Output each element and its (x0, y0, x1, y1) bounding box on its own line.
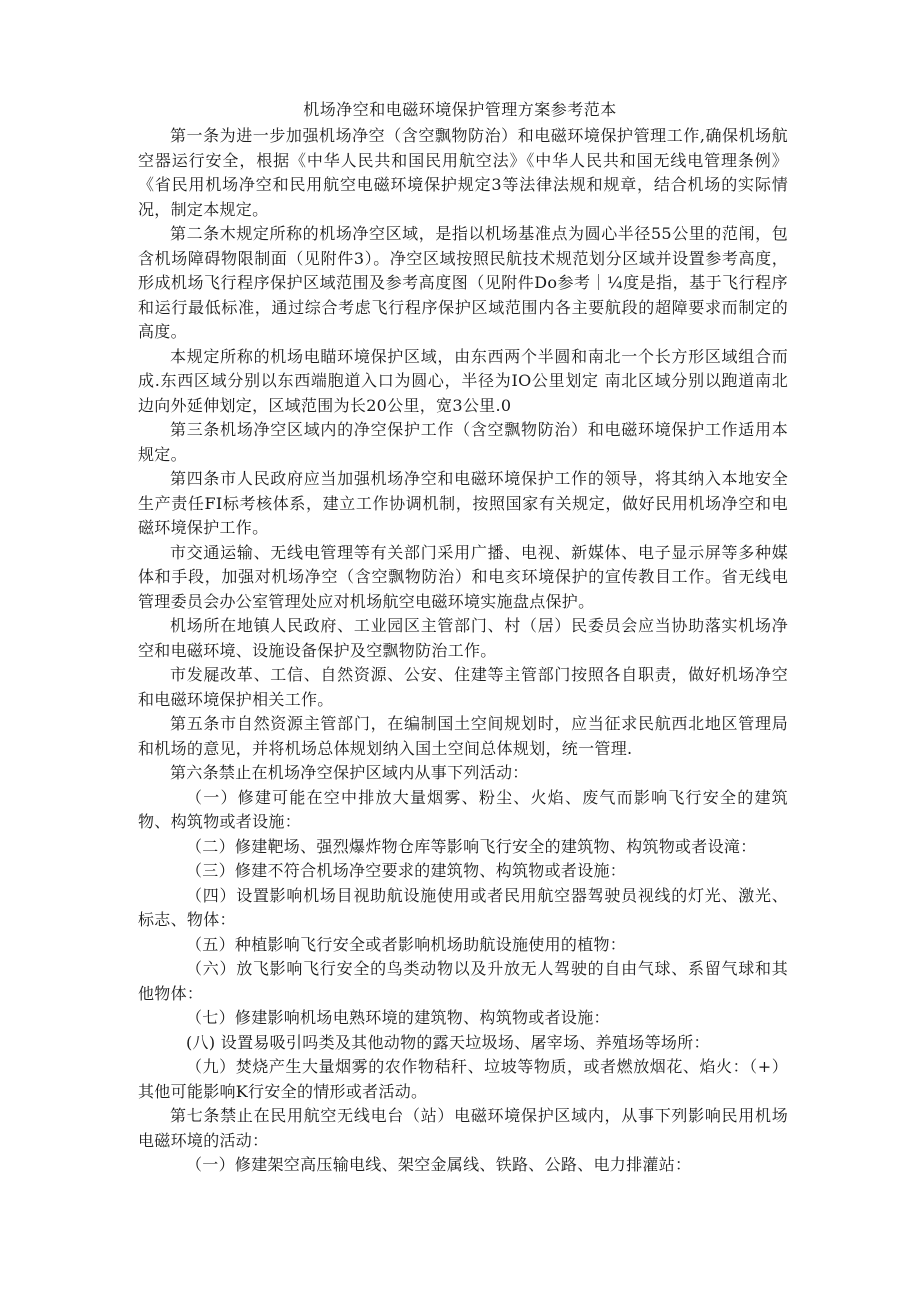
paragraph: 第二条木规定所称的机场净空区域，是指以机场基准点为圆心半径55公里的范闱，包含机场障碍物限制面（见附件3）。净空区域按照民航技术规范划分区域并设置参考高度，形成机场飞行程序保护区域范围及参考高度图（见附件Do参考｜¼度是指，基于飞行程序和运行最低标准，通过综合考虑飞行程序保护区域范围内各主要航段的超障要求而制定的高度。 (138, 224, 788, 341)
paragraph: 本规定所称的机场电瞄环境保护区域，由东西两个半圆和南北一个长方形区域组合而成.东西区域分别以东西端胞道入口为圆心，半径为IO公里划定 南北区域分别以跑道南北边向外延伸划定，区域范围为长20公里，宽3公里.0 (138, 346, 788, 415)
document-body (138, 124, 788, 1178)
paragraph: 第五条市自然资源主管部门，在编制国土空间规划时，应当征求民航西北地区管理局和机场的意见，并将机场总体规划纳入国土空间总体规划，统一管理. (138, 714, 788, 758)
paragraph: 第四条市人民政府应当加强机场净空和电磁环境保护工作的领导，将其纳入本地安全生产责任FI标考核体系，建立工作协调机制，按照国家有关规定，做好民用机场净空和电磁环境保护工作。 (138, 469, 788, 537)
list-item: （六）放飞影响飞行安全的鸟类动物以及升放无人驾驶的自由气球、系留气球和其他物体： (138, 959, 788, 1003)
paragraph: 第六条禁止在机场净空保护区域内从事下列活动： (170, 763, 529, 782)
list-item: （一）修建可能在空中排放大量烟雾、粉尘、火焰、废气而影响飞行安全的建筑物、构筑物或者设施： (138, 787, 788, 831)
paragraph: 市发屣改革、工信、自然资源、公安、住建等主管部门按照各自职责，做好机场净空和电磁环境保护相关工作。 (138, 665, 788, 709)
list-item: （四）设置影响机场目视助航设施使用或者民用航空器驾驶员视线的灯光、激光、标志、物体： (138, 885, 788, 929)
list-item: (八) 设置易吸引吗类及其他动物的露天垃圾场、屠宰场、养殖场等场所： (186, 1032, 710, 1052)
document-title: 机场净空和电磁环境保护管理方案参考范本 (303, 100, 617, 119)
paragraph: 第七条禁止在民用航空无线电台（站）电磁环境保护区域内，从事下列影响民用机场电磁环境的活动： (138, 1106, 788, 1150)
list-item: （五）种植影响飞行安全或者影响机场助航设施使用的植物： (186, 934, 627, 954)
paragraph: 第三条机场净空区域内的净空保护工作（含空飘物防治）和电磁环境保护工作适用本规定。 (138, 420, 788, 464)
paragraph: 市交通运输、无线电管理等有关部门采用广播、电视、新媒体、电子显示屏等多种媒体和手段，加强对机场净空（含空飘物防治）和电亥环境保护的宣传教目工作。省无线电管理委员会办公室管理处应对机场航空电磁环境实施盘点保护。 (138, 542, 788, 611)
list-item: （一）修建架空高压输电线、架空金属线、铁路、公路、电力排灌站： (186, 1155, 692, 1174)
paragraph: 第一条为进一步加强机场净空（含空飘物防治）和电磁环境保护管理工作,确保机场航空器运行安全，根据《中华人民共和国民用航空法》《中华人民共和国无线电管理条例》《省民用机场净空和民用航空电磁环境保护规定3等法律法规和规章，结合机场的实际情况，制定本规定。 (138, 126, 788, 219)
list-item: （七）修建影响机场电熟环境的建筑物、构筑物或者设施： (186, 1008, 610, 1027)
list-item: （二）修建靶场、强烈爆炸物仓库等影响飞行安全的建筑物、构筑物或者设滝： (186, 836, 757, 856)
paragraph: 机场所在地镇人民政府、工业园区主管部门、村（居）民委员会应当协助落实机场净空和电磁环境、设施设备保护及空飘物防治工作。 (138, 616, 788, 660)
list-item: （九）焚烧产生大量烟雾的农作物秸秆、垃坡等物质，或者燃放烟花、焰火：（+）其他可能影响K行安全的情形或者活动。 (138, 1057, 788, 1101)
list-item: （三）修建不符合机场净空要求的建筑物、构筑物或者设施： (186, 861, 627, 880)
